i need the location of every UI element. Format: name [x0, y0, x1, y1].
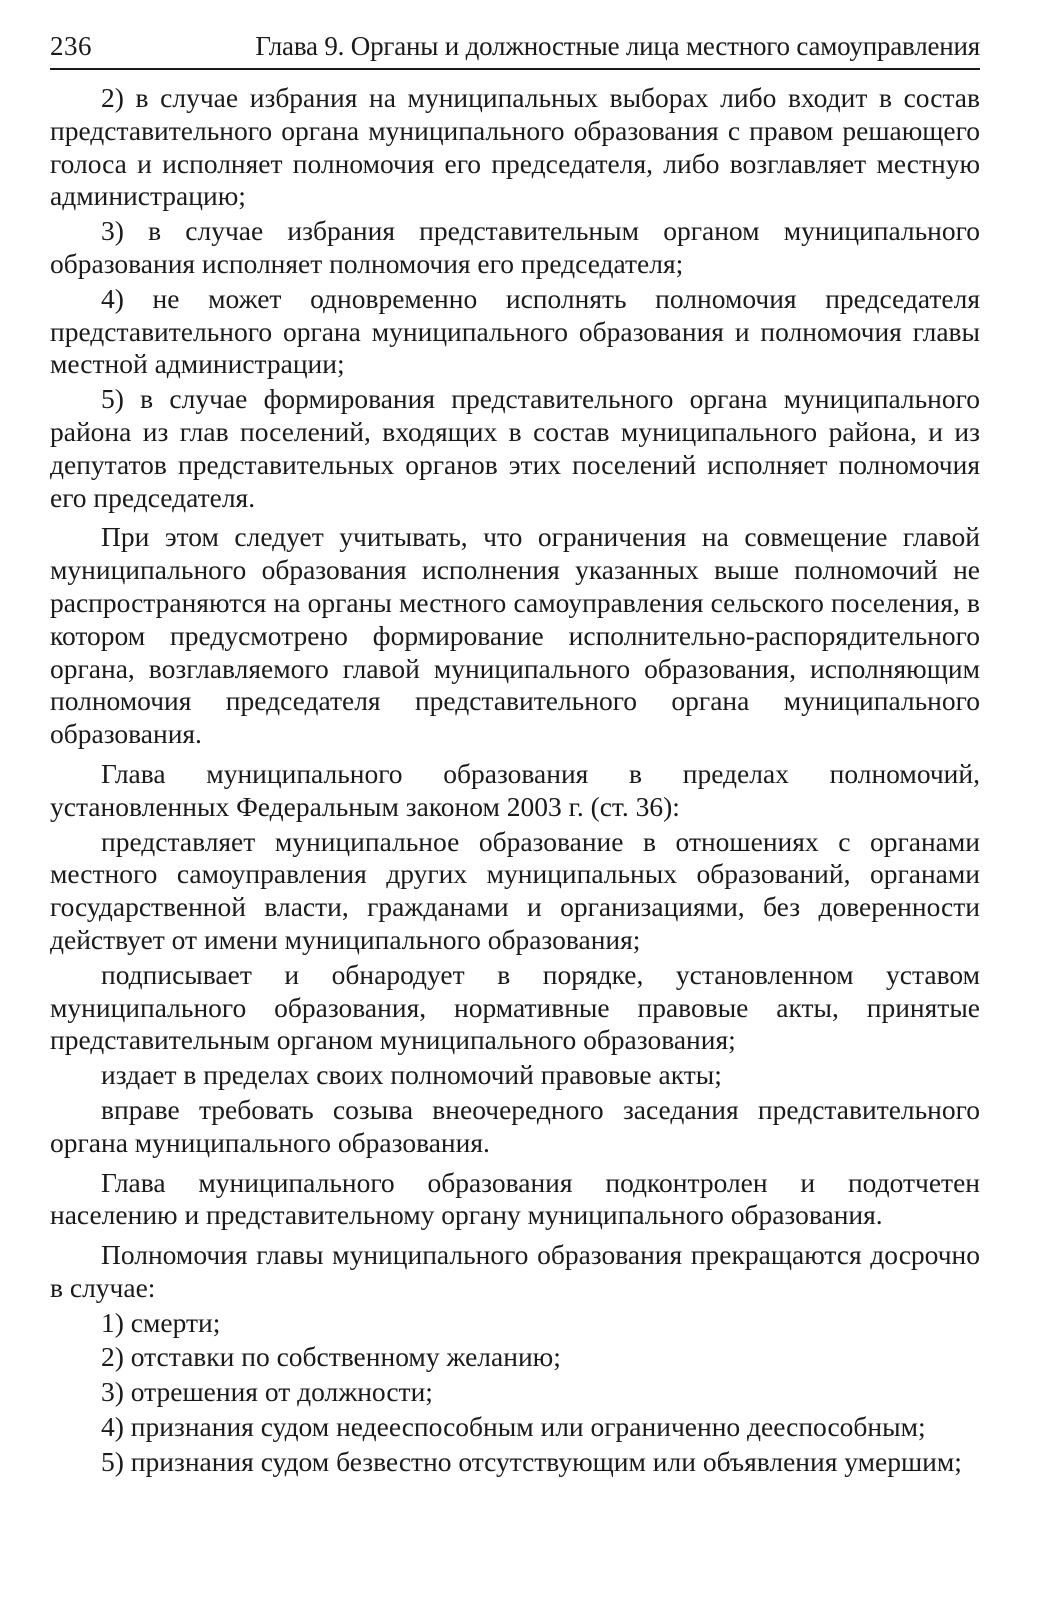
power-item-signs: подписывает и обнародует в порядке, установленном уставом муниципального образования, нормативные правовые акты, принятые представительным органом муниципального образования; — [50, 958, 980, 1056]
page-header — [50, 28, 980, 70]
termination-item-4: 4) признания судом недееспособным или ограниченно дееспособным; — [101, 1411, 926, 1443]
paragraph-accountability: Глава муниципального образования подконтролен и подотчетен населению и представительному органу муниципального образования. — [50, 1166, 980, 1231]
termination-item-2: 2) отставки по собственному желанию; — [101, 1341, 561, 1373]
paragraph-restrictions: При этом следует учитывать, что ограничения на совмещение главой муниципального образования исполнения указанных выше полномочий не распространяются на органы местного самоуправления сельского поселения, в котором предусмотрено формирование исполнительно-распорядительного органа, возглавляемого главой муниципального образования, исполняющим полномочия председателя представительного органа муниципального образования. — [50, 521, 980, 750]
termination-item-1: 1) смерти; — [101, 1306, 221, 1338]
running-title: Глава 9. Органы и должностные лица местного самоуправления — [255, 31, 980, 61]
power-item-issues-acts: издает в пределах своих полномочий правовые акты; — [101, 1059, 722, 1091]
list-item-4: 4) не может одновременно исполнять полномочия председателя представительного органа муниципального образования и полномочия главы местной администрации; — [50, 282, 980, 380]
list-item-5: 5) в случае формирования представительного органа муниципального района из глав поселений, входящих в состав муниципального района, и из депутатов представительных органов этих поселений исполняет полномочия его председателя. — [50, 383, 980, 513]
power-item-convene: вправе требовать созыва внеочередного заседания представительного органа муниципального образования. — [50, 1093, 980, 1158]
list-item-2: 2) в случае избрания на муниципальных выборах либо входит в состав представительного органа муниципального образования с правом решающего голоса и исполняет полномочия его председателя, либо возглавляет местную администрацию; — [50, 82, 980, 212]
termination-item-3: 3) отрешения от должности; — [101, 1376, 433, 1408]
power-item-represents: представляет муниципальное образование в отношениях с органами местного самоуправления других муниципальных образований, органами государственной власти, гражданами и организациями, без доверенности действует от имени муниципального образования; — [50, 825, 980, 955]
paragraph-termination-intro: Полномочия главы муниципального образования прекращаются досрочно в случае: — [50, 1239, 980, 1303]
paragraph-head-powers-intro: Глава муниципального образования в пределах полномочий, установленных Федеральным законом 2003 г. (ст. 36): — [50, 757, 980, 822]
list-item-3: 3) в случае избрания представительным органом муниципального образования исполняет полномочия его председателя; — [50, 215, 980, 279]
book-page — [50, 28, 980, 1479]
termination-item-5: 5) признания судом безвестно отсутствующим или объявления умершим; — [101, 1445, 962, 1477]
page-number: 236 — [50, 31, 92, 61]
page-content — [50, 82, 980, 1479]
